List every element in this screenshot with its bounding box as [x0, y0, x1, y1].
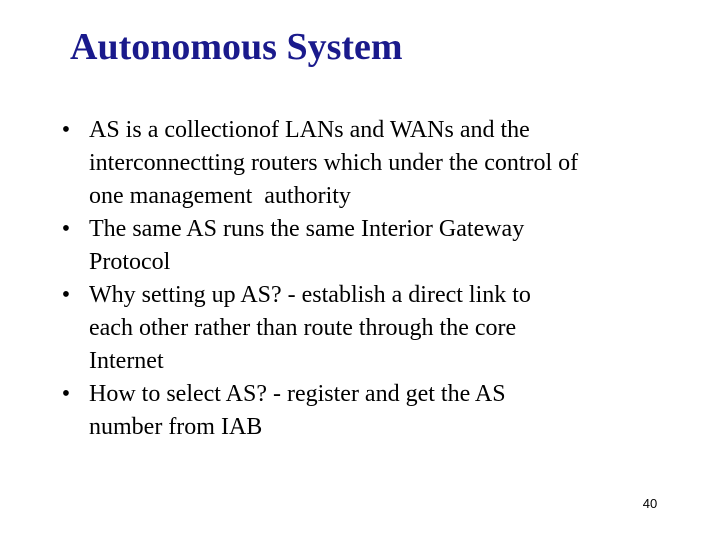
bullet-line: How to select AS? - register and get the AS — [89, 381, 506, 407]
bullet-line: one management authority — [89, 183, 351, 209]
bullet-item — [56, 279, 676, 378]
bullet-line: each other rather than route through the core — [89, 315, 517, 341]
bullet-line: Protocol — [89, 249, 171, 275]
bullet-icon: • — [61, 381, 71, 407]
bullet-item — [56, 114, 676, 213]
bullet-line: interconnectting routers which under the control of — [89, 150, 579, 176]
page-number: 40 — [642, 496, 658, 511]
bullet-line: AS is a collectionof LANs and WANs and the — [89, 117, 530, 143]
bullet-line: Internet — [89, 348, 164, 374]
bullet-icon: • — [61, 216, 71, 242]
bullet-item — [56, 378, 676, 444]
bullet-line: number from IAB — [89, 414, 263, 440]
bullet-icon: • — [61, 117, 71, 143]
bullet-icon: • — [61, 282, 71, 308]
bullet-line: Why setting up AS? - establish a direct link to — [89, 282, 531, 308]
slide-title: Autonomous System — [70, 26, 403, 68]
bullet-item — [56, 213, 676, 279]
bullet-list — [56, 114, 676, 444]
bullet-line: The same AS runs the same Interior Gateway — [89, 216, 525, 242]
